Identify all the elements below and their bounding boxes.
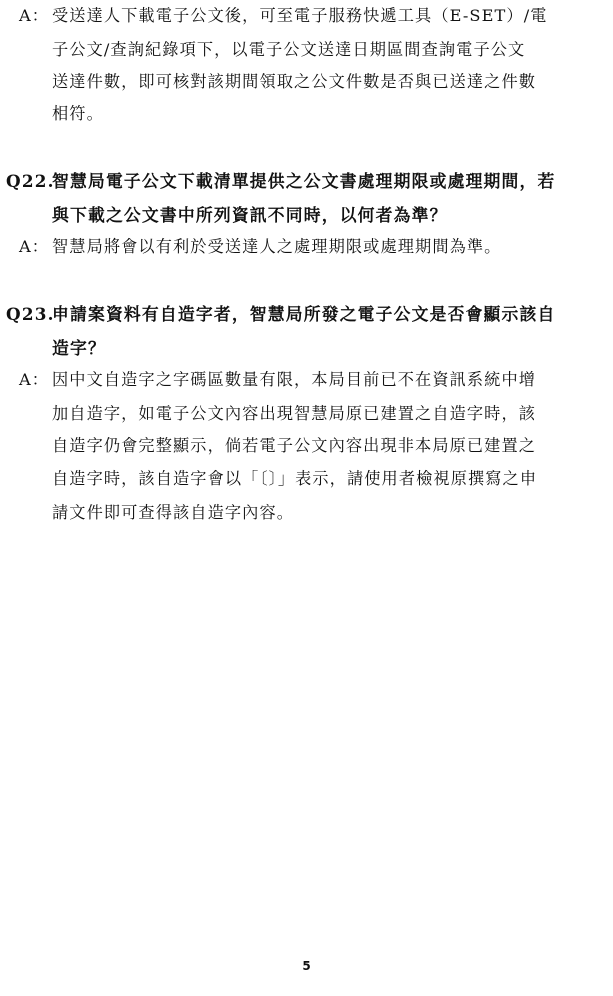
answer-line: 相符。 [52,104,104,123]
question-line: 申請案資料有自造字者，智慧局所發之電子公文是否會顯示該自 [52,304,556,324]
answer-label: A： [19,370,50,389]
answer-line: 因中文自造字之字碼區數量有限，本局目前已不在資訊系統中增 [52,370,537,389]
answer-line: 智慧局將會以有利於受送達人之處理期限或處理期間為準。 [52,237,502,256]
answer-line: 自造字時，該自造字會以「〔〕」表示，請使用者檢視原撰寫之申 [52,469,538,488]
question-line: 造字？ [52,338,106,358]
answer-line: 請文件即可查得該自造字內容。 [52,503,295,522]
question-line: 與下載之公文書中所列資訊不同時，以何者為準？ [52,205,448,225]
question-label: Q23. [6,304,55,324]
answer-line: 自造字仍會完整顯示，倘若電子公文內容出現非本局原已建置之 [52,436,537,455]
answer-line: 送達件數，即可核對該期間領取之公文件數是否與已送達之件數 [52,72,537,91]
answer-line: 受送達人下載電子公文後，可至電子服務快遞工具（E-SET）/電 [52,6,548,25]
question-label: Q22. [6,171,55,191]
question-line: 智慧局電子公文下載清單提供之公文書處理期限或處理期間，若 [52,171,556,191]
answer-line: 子公文/查詢紀錄項下，以電子公文送達日期區間查詢電子公文 [52,40,526,59]
answer-label: A： [19,237,50,256]
answer-line: 加自造字，如電子公文內容出現智慧局原已建置之自造字時，該 [52,404,537,423]
page-number: 5 [302,959,311,973]
answer-label: A： [19,6,50,25]
